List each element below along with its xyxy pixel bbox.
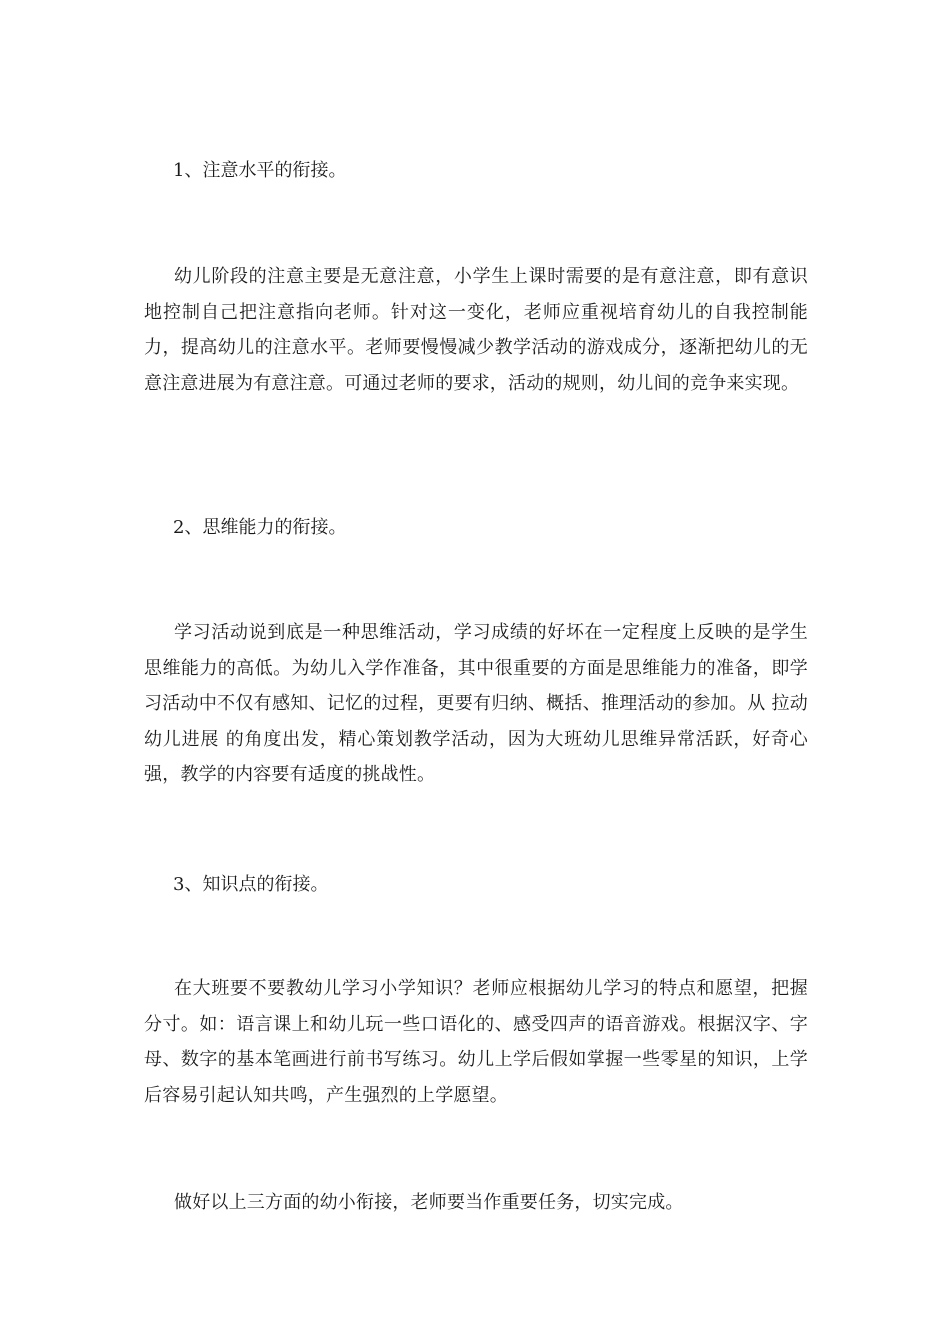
- section-2-heading: 2、思维能力的衔接。: [173, 517, 347, 538]
- section-3-heading: 3、知识点的衔接。: [173, 874, 329, 895]
- closing-paragraph: 做好以上三方面的幼小衔接，老师要当作重要任务，切实完成。: [174, 1192, 684, 1213]
- section-1-heading: 1、注意水平的衔接。: [173, 160, 347, 181]
- section-1-paragraph: 幼儿阶段的注意主要是无意注意，小学生上课时需要的是有意注意，即有意识地控制自己把注意指向老师。针对这一变化，老师应重视培育幼儿的自我控制能力，提高幼儿的注意水平。老师要慢慢减少教学活动的游戏成分，逐渐把幼儿的无意注意进展为有意注意。可通过老师的要求，活动的规则，幼儿间的竞争来实现。: [144, 266, 808, 394]
- section-3-paragraph: 在大班要不要教幼儿学习小学知识？老师应根据幼儿学习的特点和愿望，把握分寸。如：语言课上和幼儿玩一些口语化的、感受四声的语音游戏。根据汉字、字母、数字的基本笔画进行前书写练习。幼儿上学后假如掌握一些零星的知识，上学后容易引起认知共鸣，产生强烈的上学愿望。: [144, 978, 808, 1106]
- section-2-paragraph: 学习活动说到底是一种思维活动，学习成绩的好坏在一定程度上反映的是学生思维能力的高低。为幼儿入学作准备，其中很重要的方面是思维能力的准备，即学习活动中不仅有感知、记忆的过程，更要有归纳、概括、推理活动的参加。从 拉动幼儿进展 的角度出发，精心策划教学活动，因为大班幼儿思维异常活跃，好奇心强，教学的内容要有适度的挑战性。: [144, 622, 808, 785]
